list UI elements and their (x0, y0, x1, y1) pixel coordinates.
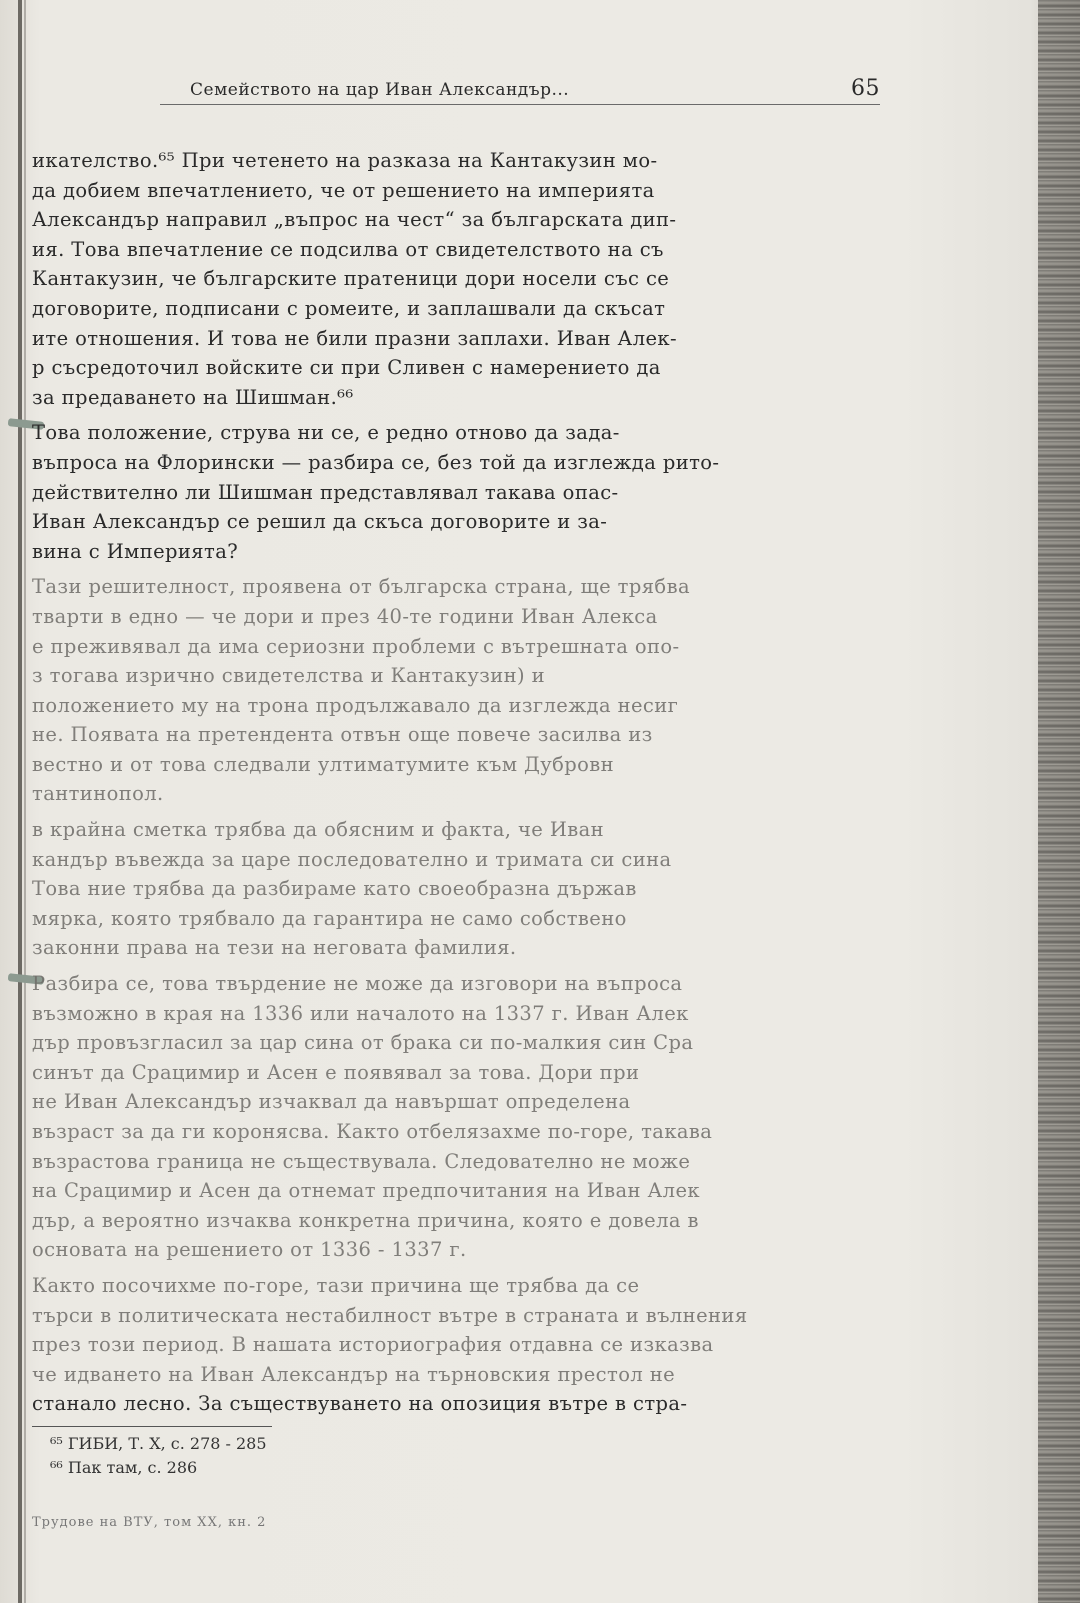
footnotes (50, 1432, 267, 1480)
body-line: основата на решението от 1336 - 1337 г. (32, 1238, 467, 1262)
body-line: възможно в края на 1336 или началото на 1337 г. Иван Алек (32, 1001, 689, 1025)
body-line: Това ние трябва да разбираме като своеобразна държав (32, 877, 637, 901)
body-line: ите отношения. И това не били празни заплахи. Иван Алек- (32, 326, 678, 350)
body-line: Кантакузин, че българските пратеници дори носели със се (32, 267, 670, 291)
body-line: да добием впечатлението, че от решението на империята (32, 178, 655, 202)
page-edge-shadow (1038, 0, 1080, 1603)
body-line: ия. Това впечатление се подсилва от свидетелството на съ (32, 237, 664, 261)
header-title: Семейството на цар Иван Александър... (190, 80, 570, 100)
header-rule (160, 104, 880, 105)
body-line: тварти в едно — че дори и през 40-те години Иван Алекса (32, 604, 658, 628)
body-line: икателство.⁶⁵ При четенето на разказа на Кантакузин мо- (32, 149, 658, 172)
body-line: мярка, която трябвало да гарантира не само собствено (32, 906, 627, 930)
body-line: станало лесно. За съществуването на опозиция вътре в стра- (32, 1392, 688, 1416)
body-line: дър провъзгласил за цар сина от брака си по-малкия син Сра (32, 1031, 694, 1055)
body-text (32, 146, 892, 1419)
body-line: не Иван Александър изчаквал да навършат определена (32, 1090, 631, 1114)
body-line: кандър въвежда за царе последователно и тримата си сина (32, 847, 672, 871)
running-header (190, 76, 880, 106)
body-line: действително ли Шишман представлявал такава опас- (32, 480, 619, 504)
body-line: р съсредоточил войските си при Сливен с намерението да (32, 356, 661, 380)
body-line: в крайна сметка трябва да обясним и факта, че Иван (32, 818, 605, 842)
body-line: Тази решителност, проявена от българска страна, ще трябва (32, 575, 690, 599)
body-line: законни права на тези на неговата фамилия. (32, 936, 517, 960)
body-line: Както посочихме по-горе, тази причина ще трябва да се (32, 1273, 640, 1297)
footnote-rule (32, 1426, 272, 1427)
body-line: за предаването на Шишман.⁶⁶ (32, 385, 354, 409)
body-line: тантинопол. (32, 782, 164, 806)
body-line: Това положение, струва ни се, е редно отново да зада- (32, 421, 620, 445)
body-line: не. Появата на претендента отвън още повече засилва из (32, 723, 653, 747)
body-line: дър, а вероятно изчаква конкретна причина, която е довела в (32, 1208, 699, 1232)
body-line: Иван Александър се решил да скъса договорите и за- (32, 510, 608, 534)
body-line: Разбира се, това твърдение не може да изговори на въпроса (32, 972, 683, 996)
body-line: вестно и от това следвали ултиматумите към Дубровн (32, 752, 615, 776)
body-line: търси в политическата нестабилност вътре в страната и вълнения (32, 1303, 748, 1327)
binding-spine-edge (24, 0, 26, 1603)
page-number: 65 (851, 76, 880, 101)
body-line: възрастова граница не съществувала. Следователно не може (32, 1149, 691, 1173)
body-line: з тогава изрично свидетелства и Кантакузин) и (32, 664, 546, 688)
body-line: Александър направил „въпрос на чест“ за българската дип- (32, 208, 677, 232)
body-line: вина с Империята? (32, 539, 239, 563)
footnote-65: ⁶⁵ ГИБИ, Т. X, с. 278 - 285 (50, 1434, 267, 1453)
body-line: възраст за да ги коронясва. Както отбелязахме по-горе, такава (32, 1120, 713, 1143)
body-line: че идването на Иван Александър на търновския престол не (32, 1362, 676, 1386)
body-line: през този период. В нашата историография отдавна се изказва (32, 1333, 714, 1357)
binding-spine (18, 0, 22, 1603)
body-line: договорите, подписани с ромеите, и заплашвали да скъсат (32, 296, 666, 320)
body-line: на Срацимир и Асен да отнемат предпочитания на Иван Алек (32, 1179, 700, 1203)
body-line: въпроса на Флорински — разбира се, без той да изглежда рито- (32, 450, 720, 474)
body-line: е преживявал да има сериозни проблеми с вътрешната опо- (32, 634, 680, 658)
body-line: положението му на трона продължавало да изглежда несиг (32, 693, 679, 717)
body-line: синът да Срацимир и Асен е появявал за това. Дори при (32, 1060, 640, 1084)
journal-signature: Трудове на ВТУ, том ХХ, кн. 2 (32, 1515, 267, 1530)
footnote-66: ⁶⁶ Пак там, с. 286 (50, 1458, 198, 1477)
